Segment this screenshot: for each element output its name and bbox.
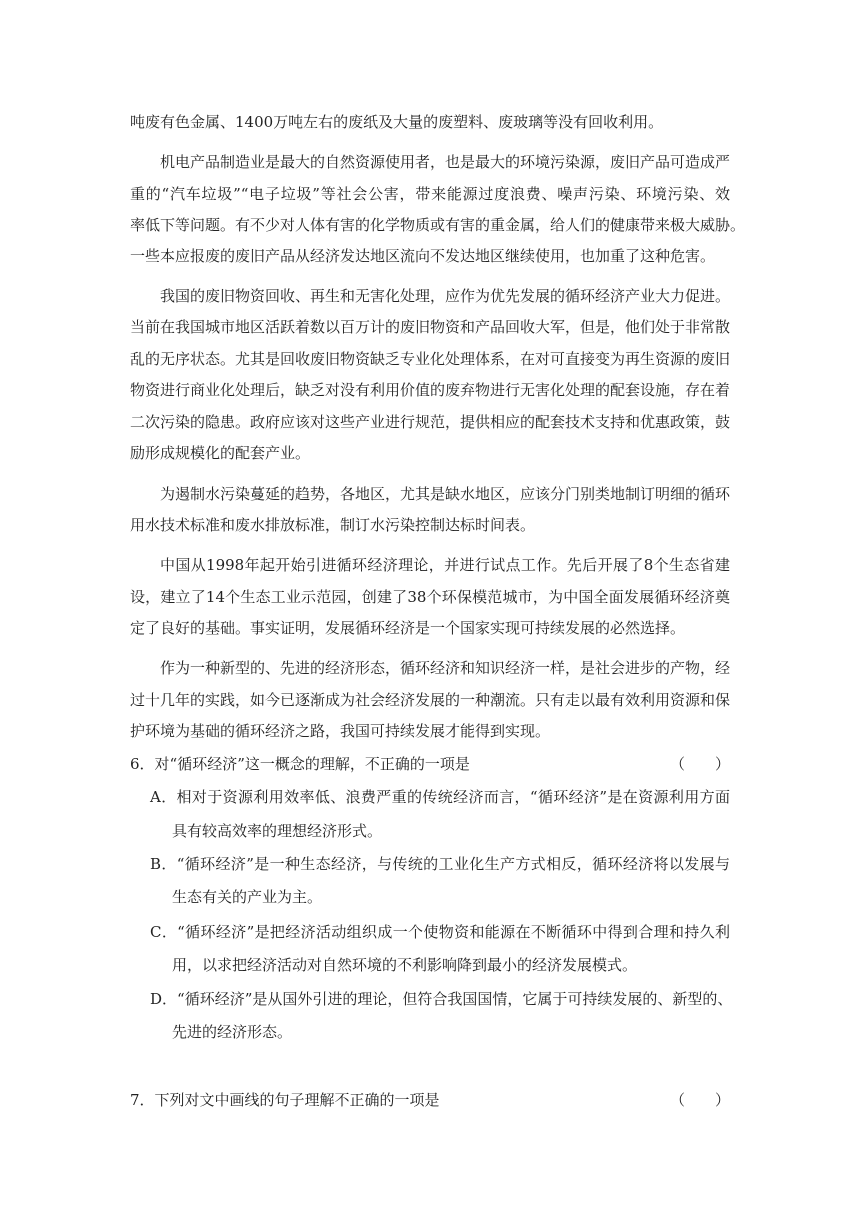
question-stem: 7．下列对文中画线的句子理解不正确的一项是	[130, 1091, 440, 1109]
paragraph-line: 机电产品制造业是最大的自然资源使用者，也是最大的环境污染源，废旧产品可造成严	[160, 153, 731, 171]
paragraph-line: 当前在我国城市地区活跃着数以百万计的废旧物资和产品回收大军，但是，他们处于非常散	[130, 318, 731, 336]
question-7	[130, 1090, 730, 1110]
paragraph-line: 作为一种新型的、先进的经济形态，循环经济和知识经济一样，是社会进步的产物，经	[160, 659, 731, 677]
paragraph-line: 为遏制水污染蔓延的趋势，各地区，尤其是缺水地区，应该分门别类地制订明细的循环	[160, 485, 731, 503]
paragraph-line: 率低下等问题。有不少对人体有害的化学物质或有害的重金属，给人们的健康带来极大威胁。	[130, 216, 746, 234]
paragraph-line: 用水技术标准和废水排放标准，制订水污染控制达标时间表。	[130, 516, 536, 534]
answer-blank[interactable]: （ ）	[669, 1091, 730, 1109]
paragraph-line: 乱的无序状态。尤其是回收废旧物资缺乏专业化处理体系，在对可直接变为再生资源的废旧	[130, 350, 731, 368]
paragraph-line: 中国从1998年起开始引进循环经济理论，并进行试点工作。先后开展了8个生态省建	[160, 556, 730, 574]
question-6	[130, 754, 730, 774]
paragraph-line: 二次污染的隐患。政府应该对这些产业进行规范，提供相应的配套技术支持和优惠政策，鼓	[130, 413, 731, 431]
option-b[interactable]: B．“循环经济”是一种生态经济，与传统的工业化生产方式相反，循环经济将以发展与	[150, 855, 730, 873]
paragraph-line: 设，建立了14个生态工业示范园，创建了38个环保模范城市，为中国全面发展循环经济奠	[130, 588, 730, 606]
option-c[interactable]: C．“循环经济”是把经济活动组织成一个使物资和能源在不断循环中得到合理和持久利	[150, 923, 730, 941]
paragraph-line: 护环境为基础的循环经济之路，我国可持续发展才能得到实现。	[130, 722, 551, 740]
option-d-continued: 先进的经济形态。	[172, 1023, 293, 1041]
paragraph-line: 重的“汽车垃圾”“电子垃圾”等社会公害，带来能源过度浪费、噪声污染、环境污染、效	[130, 185, 730, 203]
answer-blank[interactable]: （ ）	[669, 755, 730, 773]
paragraph-line: 过十几年的实践，如今已逐渐成为社会经济发展的一种潮流。只有走以最有效利用资源和保	[130, 691, 731, 709]
paragraph-line: 一些本应报废的废旧产品从经济发达地区流向不发达地区继续使用，也加重了这种危害。	[130, 247, 716, 265]
option-c-continued: 用，以求把经济活动对自然环境的不利影响降到最小的经济发展模式。	[172, 956, 638, 974]
paragraph-line: 我国的废旧物资回收、再生和无害化处理，应作为优先发展的循环经济产业大力促进。	[160, 287, 731, 305]
paragraph-line: 物资进行商业化处理后，缺乏对没有利用价值的废弃物进行无害化处理的配套设施，存在着	[130, 381, 731, 399]
option-a-continued: 具有较高效率的理想经济形式。	[172, 822, 383, 840]
paragraph-line: 吨废有色金属、1400万吨左右的废纸及大量的废塑料、废玻璃等没有回收利用。	[130, 113, 664, 131]
paragraph-line: 定了良好的基础。事实证明，发展循环经济是一个国家实现可持续发展的必然选择。	[130, 619, 686, 637]
paragraph-line: 励形成规模化的配套产业。	[130, 444, 311, 462]
option-b-continued: 生态有关的产业为主。	[172, 888, 323, 906]
option-d[interactable]: D．“循环经济”是从国外引进的理论，但符合我国国情，它属于可持续发展的、新型的、	[150, 990, 733, 1008]
option-a[interactable]: A．相对于资源利用效率低、浪费严重的传统经济而言，“循环经济”是在资源利用方面	[150, 788, 730, 806]
question-stem: 6．对“循环经济”这一概念的理解，不正确的一项是	[130, 755, 470, 773]
